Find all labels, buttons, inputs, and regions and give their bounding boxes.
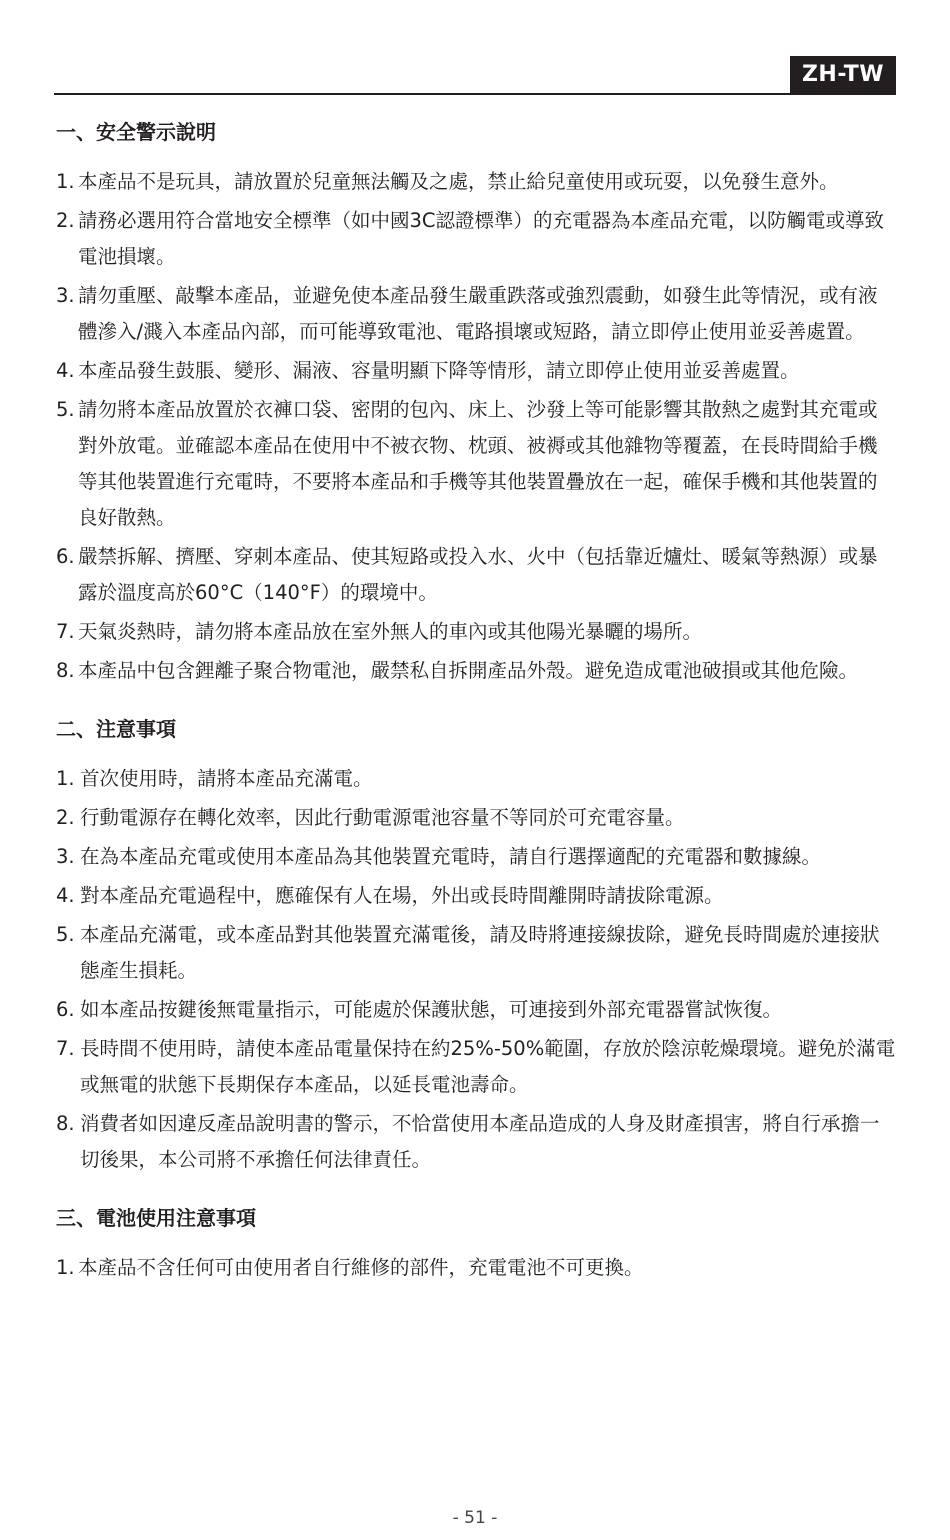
item-text: 行動電源存在轉化效率，因此行動電源電池容量不等同於可充電容量。	[80, 806, 685, 829]
list-item	[56, 203, 896, 275]
item-text: 請勿將本產品放置於衣褲口袋、密閉的包內、床上、沙發上等可能影響其散熱之處對其充電或對外放電。並確認本產品在使用中不被衣物、枕頭、被褥或其他雜物等覆蓋，在長時間給手機等其他裝置進行充電時，不要將本產品和手機等其他裝置疊放在一起，確保手機和其他裝置的良好散熱。	[78, 398, 878, 529]
list-item	[56, 917, 896, 989]
item-number: 4.	[56, 884, 75, 907]
list-item	[56, 1106, 896, 1178]
item-text: 請務必選用符合當地安全標準（如中國3C認證標準）的充電器為本產品充電，以防觸電或導致電池損壞。	[78, 209, 885, 268]
language-badge: ZH-TW	[790, 56, 896, 94]
item-number: 6.	[56, 545, 75, 568]
item-number: 5.	[56, 923, 75, 946]
section-precautions	[56, 715, 896, 1178]
list-item	[56, 992, 896, 1028]
item-text: 如本產品按鍵後無電量指示，可能處於保護狀態，可連接到外部充電器嘗試恢復。	[80, 998, 783, 1021]
page-number: - 51 -	[452, 1508, 498, 1528]
precautions-list	[56, 761, 896, 1178]
list-item	[56, 761, 896, 797]
item-text: 本產品不含任何可由使用者自行維修的部件，充電電池不可更換。	[78, 1256, 644, 1279]
item-number: 7.	[56, 1037, 75, 1060]
section-heading: 二、注意事項	[56, 717, 176, 741]
list-item	[56, 539, 896, 611]
list-item	[56, 392, 896, 536]
list-item	[56, 800, 896, 836]
item-number: 1.	[56, 170, 75, 193]
section-battery-precautions	[56, 1204, 896, 1286]
list-item	[56, 164, 896, 200]
item-text: 本產品充滿電，或本產品對其他裝置充滿電後，請及時將連接線拔除，避免長時間處於連接狀態產生損耗。	[80, 923, 880, 982]
item-text: 對本產品充電過程中，應確保有人在場，外出或長時間離開時請拔除電源。	[80, 884, 724, 907]
safety-warnings-list	[56, 164, 896, 689]
list-item	[56, 878, 896, 914]
battery-precautions-list	[56, 1250, 896, 1286]
item-text: 消費者如因違反產品說明書的警示，不恰當使用本產品造成的人身及財產損害，將自行承擔一切後果，本公司將不承擔任何法律責任。	[80, 1112, 880, 1171]
item-number: 6.	[56, 998, 75, 1021]
item-text: 在為本產品充電或使用本產品為其他裝置充電時，請自行選擇適配的充電器和數據線。	[80, 845, 822, 868]
list-item	[56, 1250, 896, 1286]
item-number: 7.	[56, 620, 75, 643]
item-number: 4.	[56, 359, 75, 382]
item-number: 3.	[56, 284, 75, 307]
item-text: 長時間不使用時，請使本產品電量保持在約25%-50%範圍，存放於陰涼乾燥環境。避免於滿電或無電的狀態下長期保存本產品，以延長電池壽命。	[80, 1037, 896, 1096]
item-text: 請勿重壓、敲擊本產品，並避免使本產品發生嚴重跌落或強烈震動，如發生此等情況，或有液體滲入/濺入本產品內部，而可能導致電池、電路損壞或短路，請立即停止使用並妥善處置。	[78, 284, 878, 343]
list-item	[56, 653, 896, 689]
item-number: 1.	[56, 767, 75, 790]
section-safety-warnings	[56, 118, 896, 689]
item-number: 3.	[56, 845, 75, 868]
document-body	[56, 118, 896, 1289]
list-item	[56, 614, 896, 650]
item-text: 本產品不是玩具，請放置於兒童無法觸及之處，禁止給兒童使用或玩耍，以免發生意外。	[78, 170, 839, 193]
section-heading: 一、安全警示說明	[56, 120, 216, 144]
item-text: 本產品中包含鋰離子聚合物電池，嚴禁私自拆開產品外殼。避免造成電池破損或其他危險。	[78, 659, 859, 682]
item-number: 8.	[56, 659, 75, 682]
item-number: 1.	[56, 1256, 75, 1279]
list-item	[56, 839, 896, 875]
item-number: 2.	[56, 209, 75, 232]
header-divider	[54, 93, 896, 95]
item-text: 嚴禁拆解、擠壓、穿刺本產品、使其短路或投入水、火中（包括靠近爐灶、暖氣等熱源）或暴露於溫度高於60°C（140°F）的環境中。	[78, 545, 878, 604]
section-heading: 三、電池使用注意事項	[56, 1206, 256, 1230]
item-text: 首次使用時，請將本產品充滿電。	[80, 767, 373, 790]
item-text: 天氣炎熱時，請勿將本產品放在室外無人的車內或其他陽光暴曬的場所。	[78, 620, 703, 643]
item-number: 5.	[56, 398, 75, 421]
list-item	[56, 278, 896, 350]
item-text: 本產品發生鼓脹、變形、漏液、容量明顯下降等情形，請立即停止使用並妥善處置。	[78, 359, 800, 382]
item-number: 2.	[56, 806, 75, 829]
item-number: 8.	[56, 1112, 75, 1135]
list-item	[56, 1031, 896, 1103]
list-item	[56, 353, 896, 389]
